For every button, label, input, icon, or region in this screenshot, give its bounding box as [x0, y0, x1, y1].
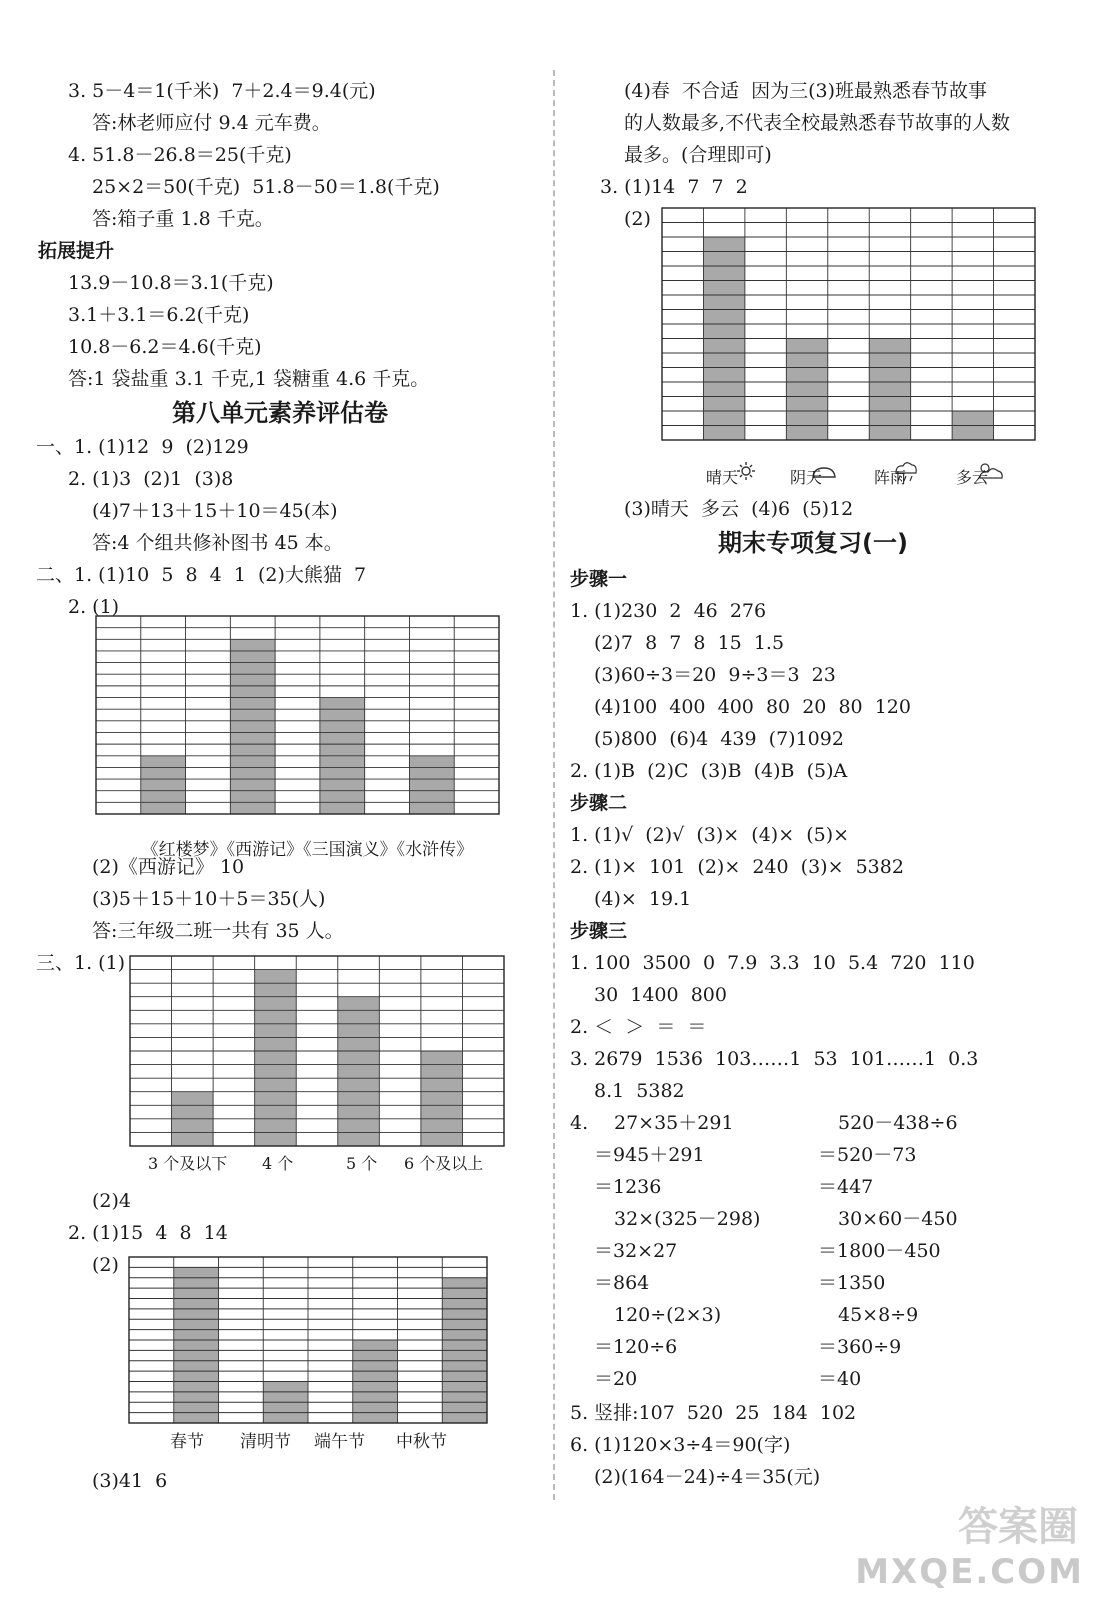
- final-review-title: 期末专项复习(一): [718, 529, 908, 557]
- stories-chart-svg: [129, 955, 505, 1147]
- sun-icon: [737, 462, 755, 480]
- calc-2a: ＝945＋291: [594, 1144, 705, 1166]
- festivals-label-2: 端午节: [314, 1432, 365, 1452]
- weather-bar-2: [869, 339, 910, 441]
- festivals-bar-0: [174, 1267, 219, 1423]
- calc-5a: ＝32×27: [594, 1240, 678, 1262]
- unit8-q1-2-4: (4)7＋13＋15＋10＝45(本): [92, 500, 338, 522]
- books-bar-chart: [95, 615, 500, 815]
- step2-b2: 2. (1)× 101 (2)× 240 (3)× 5382: [570, 856, 904, 878]
- books-label-3: 《水浒传》: [396, 840, 474, 860]
- books-bar-3: [409, 756, 454, 814]
- books-label-1: 《西游记》: [226, 840, 304, 860]
- unit8-q3-2-2: (2): [92, 1254, 119, 1276]
- weather-label-1: 阴天: [790, 468, 823, 487]
- step1-a5: (5)800 (6)4 439 (7)1092: [594, 728, 844, 750]
- step3-c3: 3. 2679 1536 103……1 53 101……1 0.3: [570, 1048, 979, 1070]
- step3-c6: 6. (1)120×3÷4＝90(字): [570, 1434, 791, 1456]
- unit8-q1-2: 2. (1)3 (2)1 (3)8: [68, 468, 234, 490]
- festivals-label-3: 中秋节: [396, 1432, 447, 1452]
- unit8-q2-1: 二、1. (1)10 5 8 4 1 (2)大熊猫 7: [36, 564, 367, 586]
- r-text-2: 的人数最多,不代表全校最熟悉春节故事的人数: [624, 112, 1011, 134]
- calc-6a: ＝864: [594, 1272, 650, 1294]
- books-bar-1: [230, 639, 275, 814]
- step3-c5: 5. 竖排:107 520 25 184 102: [570, 1402, 857, 1424]
- answer-4: 4. 51.8－26.8＝25(千克): [68, 144, 292, 166]
- stories-label-1: 4 个: [262, 1154, 294, 1173]
- step3-c4-number: 4.: [570, 1112, 589, 1134]
- unit8-q1-1: 一、1. (1)12 9 (2)129: [36, 436, 249, 458]
- stories-bar-chart: [129, 955, 505, 1147]
- step3-c1: 1. 100 3500 0 7.9 3.3 10 5.4 720 110: [570, 952, 975, 974]
- step3-c2: 2. ＜ ＞ ＝ ＝: [570, 1016, 707, 1038]
- calc-7a: 120÷(2×3): [614, 1304, 722, 1326]
- tuozhan-line1: 13.9－10.8＝3.1(千克): [68, 272, 274, 294]
- tuozhan-line2: 3.1＋3.1＝6.2(千克): [68, 304, 250, 326]
- step3-heading: 步骤三: [570, 920, 628, 942]
- r-q3-2: (2): [624, 208, 651, 230]
- weather-chart-svg: [661, 207, 1036, 441]
- calc-9b: ＝40: [818, 1368, 862, 1390]
- unit8-q2-conclusion: 答:三年级二班一共有 35 人。: [92, 920, 344, 942]
- stories-bar-3: [421, 1051, 463, 1146]
- watermark-url: MXQE.COM: [855, 1552, 1084, 1592]
- weather-label-3: 多云: [956, 468, 989, 487]
- r-q3-3: (3)晴天 多云 (4)6 (5)12: [624, 498, 854, 520]
- weather-bar-chart: [661, 207, 1036, 441]
- calc-5b: ＝1800－450: [818, 1240, 941, 1262]
- books-label-0: 《红楼梦》: [141, 840, 227, 860]
- festivals-label-0: 春节: [170, 1432, 204, 1452]
- section-heading-tuozhan: 拓展提升: [38, 240, 115, 262]
- tuozhan-conclusion: 答:1 袋盐重 3.1 千克,1 袋糖重 4.6 千克。: [68, 368, 430, 390]
- calc-9a: ＝20: [594, 1368, 638, 1390]
- calc-1a: 27×35＋291: [614, 1112, 734, 1134]
- calc-8b: ＝360÷9: [818, 1336, 902, 1358]
- stories-label-0: 3 个及以下: [148, 1154, 228, 1173]
- calc-3a: ＝1236: [594, 1176, 662, 1198]
- calc-4a: 32×(325－298): [614, 1208, 761, 1230]
- unit8-q2-2-3: (3)5＋15＋10＋5＝35(人): [92, 888, 326, 910]
- festivals-bar-chart: [128, 1256, 488, 1424]
- r-q3-1: 3. (1)14 7 7 2: [600, 176, 748, 198]
- stories-label-2: 5 个: [346, 1154, 378, 1173]
- unit8-q3-2-3: (3)41 6: [92, 1470, 168, 1492]
- unit8-q1-conclusion: 答:4 个组共修补图书 45 本。: [92, 532, 343, 554]
- step1-a3: (3)60÷3＝20 9÷3＝3 23: [594, 664, 836, 686]
- watermark-logo: 答案圈: [958, 1504, 1078, 1550]
- calc-3b: ＝447: [818, 1176, 874, 1198]
- calc-8a: ＝120÷6: [594, 1336, 678, 1358]
- step1-a6: 2. (1)B (2)C (3)B (4)B (5)A: [570, 760, 848, 782]
- weather-label-0: 晴天: [706, 468, 739, 487]
- tuozhan-line3: 10.8－6.2＝4.6(千克): [68, 336, 262, 358]
- step2-b1: 1. (1)√ (2)√ (3)× (4)× (5)×: [570, 824, 850, 846]
- step1-a1: 1. (1)230 2 46 276: [570, 600, 767, 622]
- column-divider: [553, 70, 555, 1500]
- calc-1b: 520－438÷6: [838, 1112, 958, 1134]
- r-text-3: 最多。(合理即可): [624, 144, 772, 166]
- weather-label-2: 阵雨: [874, 468, 907, 487]
- stories-bar-2: [338, 997, 380, 1146]
- step1-heading: 步骤一: [570, 568, 628, 590]
- step3-c6-2: (2)(164－24)÷4＝35(元): [594, 1466, 821, 1488]
- stories-label-3: 6 个及以上: [404, 1154, 484, 1173]
- books-label-2: 《三国演义》: [303, 840, 397, 860]
- calc-2b: ＝520－73: [818, 1144, 917, 1166]
- unit8-q3-1-2: (2)4: [92, 1190, 132, 1212]
- step2-b3: (4)× 19.1: [594, 888, 692, 910]
- answer-3: 3. 5－4＝1(千米) 7＋2.4＝9.4(元): [68, 80, 376, 102]
- unit8-q3-2-1: 2. (1)15 4 8 14: [68, 1222, 228, 1244]
- answer-3-conclusion: 答:林老师应付 9.4 元车费。: [92, 112, 331, 134]
- weather-bar-1: [786, 339, 827, 441]
- step1-a2: (2)7 8 7 8 15 1.5: [594, 632, 785, 654]
- step3-c1-cont: 30 1400 800: [594, 984, 727, 1006]
- unit8-q3-1: 三、1. (1): [36, 952, 126, 974]
- calc-7b: 45×8÷9: [838, 1304, 919, 1326]
- books-bar-0: [141, 756, 186, 814]
- step2-heading: 步骤二: [570, 792, 628, 814]
- unit8-q2-2-2: (2)《西游记》 10: [92, 856, 245, 878]
- calc-6b: ＝1350: [818, 1272, 886, 1294]
- calc-4b: 30×60－450: [838, 1208, 958, 1230]
- step1-a4: (4)100 400 400 80 20 80 120: [594, 696, 911, 718]
- books-chart-svg: [95, 615, 500, 815]
- unit8-title: 第八单元素养评估卷: [172, 399, 388, 427]
- answer-4-conclusion: 答:箱子重 1.8 千克。: [92, 208, 274, 230]
- stories-bar-1: [255, 970, 297, 1146]
- festivals-chart-svg: [128, 1256, 488, 1424]
- festivals-label-1: 清明节: [240, 1432, 291, 1452]
- unit8-q2-2: 2. (1): [68, 596, 120, 618]
- r-text-1: (4)春 不合适 因为三(3)班最熟悉春节故事: [624, 80, 987, 102]
- step3-c3-cont: 8.1 5382: [594, 1080, 685, 1102]
- answer-4-line2: 25×2＝50(千克) 51.8－50＝1.8(千克): [92, 176, 440, 198]
